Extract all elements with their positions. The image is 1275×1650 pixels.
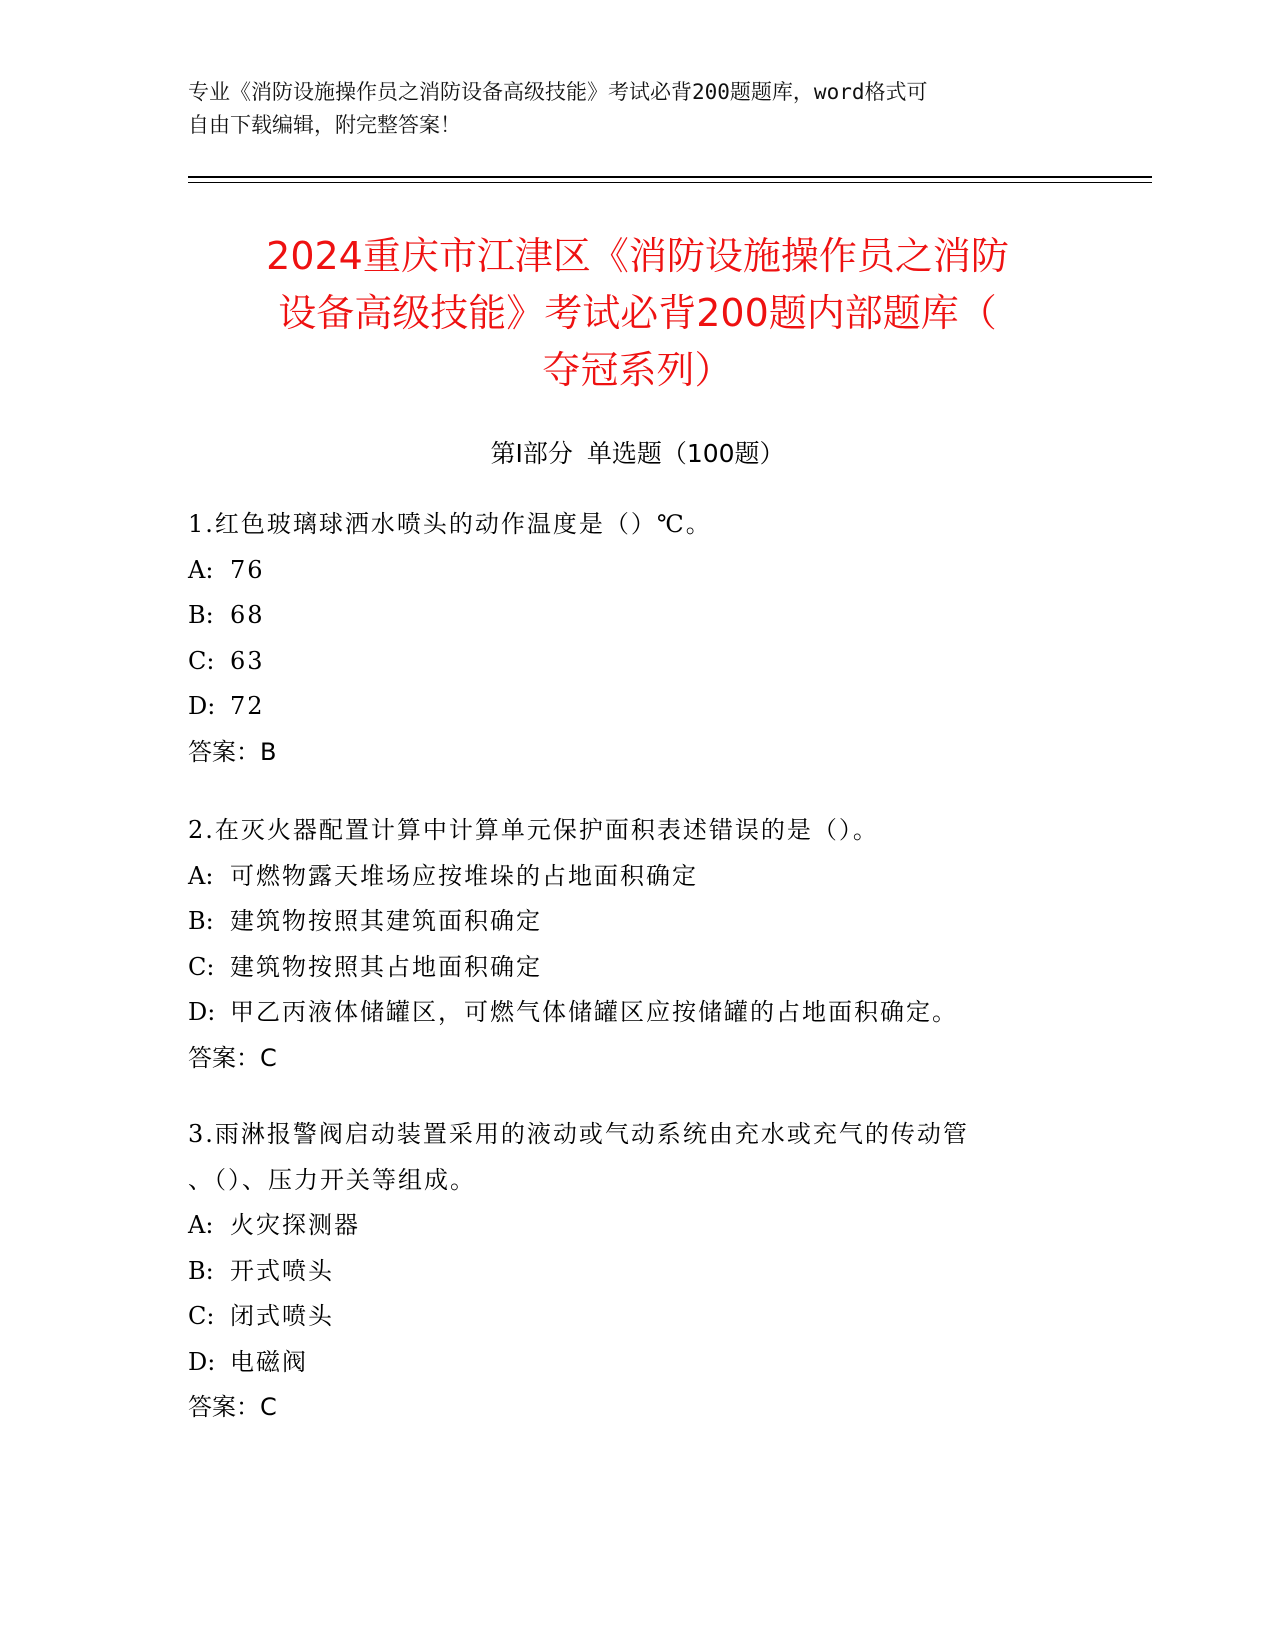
option-a — [188, 854, 1088, 900]
section-part: 第I部分 — [490, 439, 573, 468]
question-3 — [188, 1112, 1088, 1431]
option-b — [188, 899, 1088, 945]
option-key: D: — [188, 1347, 216, 1376]
option-key: B: — [188, 601, 214, 629]
option-key: D: — [188, 692, 216, 720]
option-d — [188, 1340, 1088, 1386]
option-key: B: — [188, 907, 214, 935]
title-line: 2024重庆市江津区《消防设施操作员之消防 — [266, 234, 1009, 278]
option-text: 火灾探测器 — [230, 1211, 360, 1239]
intro-text — [188, 76, 1068, 142]
option-text: 开式喷头 — [230, 1256, 334, 1285]
option-b — [188, 1249, 1088, 1295]
option-text: 甲乙丙液体储罐区，可燃气体储罐区应按储罐的占地面积确定。 — [230, 998, 958, 1026]
option-d — [188, 990, 1088, 1036]
section-heading — [0, 438, 1275, 470]
question-stem: 3.雨淋报警阀启动装置采用的液动或气动系统由充水或充气的传动管 — [188, 1120, 969, 1148]
option-text: 63 — [230, 646, 265, 675]
header-rule-thin — [188, 182, 1152, 183]
section-name: 单选题（100题） — [586, 439, 785, 468]
question-2 — [188, 808, 1088, 1081]
question-stem: 1.红色玻璃球洒水喷头的动作温度是（）℃。 — [188, 510, 712, 538]
question-1 — [188, 502, 1088, 775]
option-text: 68 — [230, 601, 265, 629]
option-b — [188, 593, 1088, 639]
option-text: 电磁阀 — [230, 1347, 308, 1376]
option-text: 76 — [230, 555, 265, 584]
option-key: A: — [188, 1211, 214, 1239]
option-text: 可燃物露天堆场应按堆垛的占地面积确定 — [230, 861, 698, 890]
question-stem-continued: 、（）、压力开关等组成。 — [188, 1165, 476, 1194]
option-c — [188, 639, 1088, 685]
option-key: A: — [188, 861, 214, 890]
option-key: A: — [188, 555, 214, 584]
intro-line: 专业《消防设施操作员之消防设备高级技能》考试必背200题题库，word格式可 — [188, 80, 928, 104]
option-text: 72 — [230, 692, 265, 720]
option-key: C: — [188, 952, 215, 981]
option-key: B: — [188, 1256, 214, 1285]
answer: 答案：C — [188, 1393, 277, 1421]
document-title — [150, 228, 1125, 399]
header-rule-thick — [188, 176, 1152, 178]
option-text: 闭式喷头 — [230, 1302, 334, 1330]
title-line: 夺冠系列） — [542, 348, 733, 392]
option-c — [188, 945, 1088, 991]
intro-line: 自由下载编辑，附完整答案！ — [188, 113, 461, 137]
option-d — [188, 684, 1088, 730]
option-a — [188, 1203, 1088, 1249]
answer: 答案：C — [188, 1043, 277, 1072]
answer: 答案：B — [188, 737, 277, 766]
question-stem: 2.在灭火器配置计算中计算单元保护面积表述错误的是（）。 — [188, 816, 879, 844]
option-key: C: — [188, 646, 215, 675]
option-text: 建筑物按照其建筑面积确定 — [230, 907, 542, 935]
option-c — [188, 1294, 1088, 1340]
title-line: 设备高级技能》考试必背200题内部题库（ — [278, 291, 997, 335]
option-text: 建筑物按照其占地面积确定 — [230, 952, 542, 981]
option-a — [188, 548, 1088, 594]
option-key: C: — [188, 1302, 215, 1330]
option-key: D: — [188, 998, 216, 1026]
